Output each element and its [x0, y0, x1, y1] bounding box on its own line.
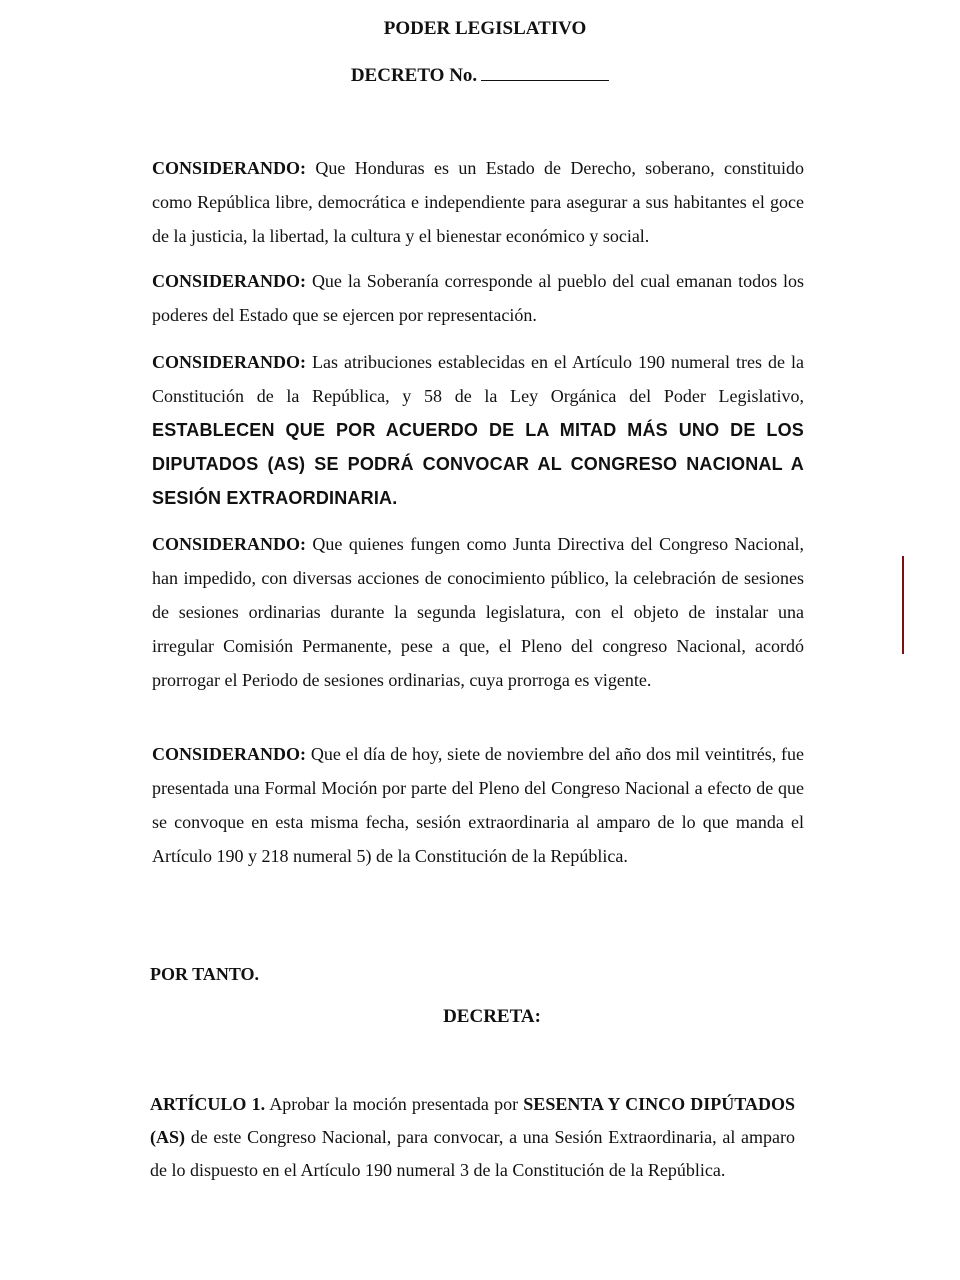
considerando-label: CONSIDERANDO: — [152, 534, 307, 554]
decreto-number-blank — [481, 64, 609, 81]
considerando-text: Las atribuciones establecidas en el Artículo 190 numeral tres de la Constitución de la República, y 58 de la Ley Orgánica del Poder Legislativo, — [152, 352, 804, 406]
considerando-text: Que quienes fungen como Junta Directiva del Congreso Nacional, han impedido, con diversas acciones de conocimiento público, la celebración de sesiones de sesiones ordinarias durante la segunda legislatura, con el objeto de instalar una irregular Comisión Permanente, pese a que, el Pleno del congreso Nacional, acordó prorrogar el Periodo de sesiones ordinarias, cuya prorroga es vigente. — [152, 534, 805, 690]
considerando-text: Que la Soberanía corresponde al pueblo del cual emanan todos los poderes del Estado que se ejercen por representación. — [152, 271, 804, 325]
document-title: PODER LEGISLATIVO — [383, 18, 587, 39]
articulo-label: ARTÍCULO 1. — [150, 1094, 266, 1114]
articulo-1 — [150, 1088, 795, 1187]
margin-pen-mark — [902, 556, 904, 654]
articulo-emphasis: SESENTA Y CINCO DIPÚTADOS (AS) — [150, 1094, 795, 1147]
considerando-label: CONSIDERANDO: — [152, 158, 307, 178]
considerando-label: CONSIDERANDO: — [152, 352, 307, 372]
decreto-number-line — [0, 64, 960, 87]
articulo-text-continued: de este Congreso Nacional, para convocar, a una Sesión Extraordinaria, al amparo de lo dispuesto en el Artículo 190 numeral 3 de la Constitución de la República. — [150, 1127, 796, 1180]
decreta-heading: DECRETA: — [443, 1006, 541, 1027]
considerando-2 — [152, 264, 804, 332]
considerando-emphasis: ESTABLECEN QUE POR ACUERDO DE LA MITAD MÁS UNO DE LOS DIPUTADOS (AS) SE PODRÁ CONVOCAR AL CONGRESO NACIONAL A SESIÓN EXTRAORDINARIA. — [152, 420, 804, 508]
por-tanto-label: POR TANTO. — [150, 964, 260, 984]
decreto-label: DECRETO No. — [350, 65, 478, 86]
considerando-5 — [152, 737, 804, 873]
considerando-text: Que el día de hoy, siete de noviembre del año dos mil veintitrés, fue presentada una Formal Moción por parte del Pleno del Congreso Nacional a efecto de que se convoque en esta misma fecha, sesión extraordinaria al amparo de lo que manda el Artículo 190 y 218 numeral 5) de la Constitución de la República. — [152, 744, 804, 866]
considerando-text: Que Honduras es un Estado de Derecho, soberano, constituido como República libre, democrática e independiente para asegurar a sus habitantes el goce de la justicia, la libertad, la cultura y el bienestar económico y social. — [152, 158, 804, 246]
por-tanto — [150, 957, 802, 991]
considerando-label: CONSIDERANDO: — [152, 744, 307, 764]
considerando-4 — [152, 527, 804, 697]
considerando-3 — [152, 345, 804, 515]
considerando-label: CONSIDERANDO: — [152, 271, 307, 291]
articulo-text: Aprobar la moción presentada por — [269, 1094, 519, 1114]
considerando-1 — [152, 151, 804, 253]
